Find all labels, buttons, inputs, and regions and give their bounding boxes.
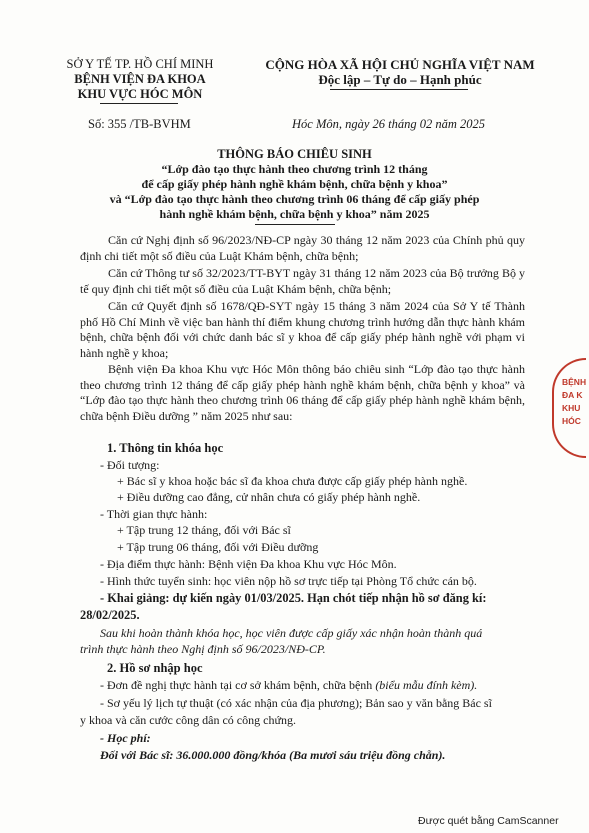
- camscanner-footer: Được quét bằng CamScanner: [418, 815, 559, 827]
- opening-date: - Khai giảng: dự kiến ngày 01/03/2025. Hạn chót tiếp nhận hồ sơ đăng kí:: [100, 591, 487, 605]
- motto: Độc lập – Tự do – Hạnh phúc: [318, 72, 482, 87]
- header-left-rule: [100, 103, 178, 104]
- header-right-rule: [330, 89, 468, 90]
- hospital-region: KHU VỰC HÓC MÔN: [77, 87, 203, 101]
- seal-text-3: KHU: [562, 403, 581, 413]
- announcement-paragraph: Bệnh viện Đa khoa Khu vực Hóc Môn thông báo chiêu sinh “Lớp đào tạo thực hành theo chương trình 12 tháng để cấp giấy phép hành nghề khám bệnh, chữa bệnh y khoa” và “Lớp đào tạo thực hành theo chương trình 06 tháng để cấp giấy phép hành nghề khám bệnh, chữa bệnh Điều dưỡng ” năm 2025 như sau:: [80, 362, 525, 423]
- time-label: - Thời gian thực hành:: [100, 507, 208, 521]
- enrollment-form: - Hình thức tuyển sinh: học viên nộp hồ sơ trực tiếp tại Phòng Tổ chức cán bộ.: [100, 574, 477, 588]
- seal-text-1: BỆNH: [562, 377, 587, 387]
- seal-text-4: HÓC: [562, 416, 581, 426]
- completion-note-2: trình thực hành theo Nghị định số 96/2023/NĐ-CP.: [80, 642, 326, 656]
- target-doctors: + Bác sĩ y khoa hoặc bác sĩ đa khoa chưa được cấp giấy phép hành nghề.: [117, 474, 468, 488]
- document-number: Số: 355 /TB-BVHM: [88, 117, 191, 131]
- section-2-heading: 2. Hồ sơ nhập học: [107, 661, 203, 675]
- notice-title: THÔNG BÁO CHIÊU SINH: [217, 147, 372, 161]
- fee-label: - Học phí:: [100, 731, 151, 745]
- ministry-name: SỞ Y TẾ TP. HỒ CHÍ MINH: [66, 57, 214, 71]
- document-cv-2: y khoa và căn cước công dân có công chứng.: [80, 713, 296, 727]
- agency-header: [60, 57, 220, 102]
- basis-decision: Căn cứ Quyết định số 1678/QĐ-SYT ngày 15 tháng 3 năm 2024 của Sở Y tế Thành phố Hồ Chí Minh về việc ban hành thí điểm khung chương trình hướng dẫn thực hành khám bệnh, chữa bệnh đối với chức danh bác sĩ y khoa để cấp giấy phép hành nghề với phạm vi hành nghề y khoa;: [80, 299, 525, 360]
- subtitle-line-3: và “Lớp đào tạo thực hành theo chương trình 06 tháng để cấp giấy phép: [109, 192, 480, 206]
- deadline-date: 28/02/2025.: [80, 608, 140, 622]
- notice-subtitle: [70, 162, 519, 222]
- document-date: Hóc Môn, ngày 26 tháng 02 năm 2025: [292, 117, 486, 131]
- practice-place: - Địa điểm thực hành: Bệnh viện Đa khoa Khu vực Hóc Môn.: [100, 557, 397, 571]
- section-1-heading: 1. Thông tin khóa học: [107, 441, 224, 455]
- time-nurses: + Tập trung 06 tháng, đối với Điều dưỡng: [117, 540, 319, 554]
- subtitle-line-1: “Lớp đào tạo thực hành theo chương trình 12 tháng: [161, 162, 428, 176]
- application-form-note: (biểu mẫu đính kèm).: [375, 678, 478, 692]
- subtitle-line-4: hành nghề khám bệnh, chữa bệnh y khoa” năm 2025: [159, 207, 430, 221]
- title-rule: [255, 224, 335, 225]
- fee-doctor: Đối với Bác sĩ: 36.000.000 đồng/khóa (Ba mươi sáu triệu đồng chẵn).: [100, 748, 446, 762]
- basis-decree: Căn cứ Nghị định số 96/2023/NĐ-CP ngày 30 tháng 12 năm 2023 của Chính phủ quy định chi tiết một số điều của Luật Khám bệnh, chữa bệnh;: [80, 233, 525, 263]
- completion-note-1: Sau khi hoàn thành khóa học, học viên được cấp giấy xác nhận hoàn thành quá: [100, 626, 483, 640]
- country-name: CỘNG HÒA XÃ HỘI CHỦ NGHĨA VIỆT NAM: [265, 57, 535, 72]
- seal-text-2: ĐA K: [562, 390, 583, 400]
- subtitle-line-2: để cấp giấy phép hành nghề khám bệnh, chữa bệnh y khoa”: [141, 177, 448, 191]
- document-cv-1: - Sơ yếu lý lịch tự thuật (có xác nhận của địa phương); Bản sao y văn bằng Bác sĩ: [100, 696, 492, 710]
- target-nurses: + Điều dưỡng cao đẳng, cử nhân chưa có giấy phép hành nghề.: [117, 490, 421, 504]
- national-header: [255, 57, 545, 87]
- document-application: [100, 678, 477, 693]
- target-label: - Đối tượng:: [100, 458, 160, 472]
- basis-circular: Căn cứ Thông tư số 32/2023/TT-BYT ngày 31 tháng 12 năm 2023 của Bộ trưởng Bộ y tế quy định chi tiết một số điều của Luật Khám bệnh, chữa bệnh;: [80, 266, 525, 296]
- application-text: - Đơn đề nghị thực hành tại cơ sở khám bệnh, chữa bệnh: [100, 678, 376, 692]
- official-seal: [552, 358, 586, 458]
- time-doctors: + Tập trung 12 tháng, đối với Bác sĩ: [117, 523, 291, 537]
- hospital-name: BỆNH VIỆN ĐA KHOA: [74, 72, 206, 86]
